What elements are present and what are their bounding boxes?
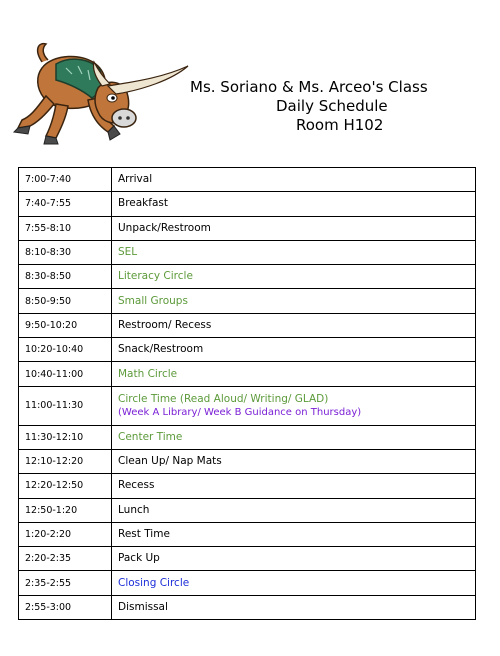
time-cell: 11:00-11:30 xyxy=(19,386,112,425)
activity-cell: Unpack/Restroom xyxy=(112,216,476,240)
time-cell: 11:30-12:10 xyxy=(19,425,112,449)
time-cell: 10:20-10:40 xyxy=(19,338,112,362)
schedule-table xyxy=(18,167,476,620)
time-cell: 7:00-7:40 xyxy=(19,168,112,192)
activity-note: (Week A Library/ Week B Guidance on Thursday) xyxy=(118,406,362,418)
activity-cell: Small Groups xyxy=(112,289,476,313)
activity-cell: Restroom/ Recess xyxy=(112,313,476,337)
time-cell: 7:55-8:10 xyxy=(19,216,112,240)
table-row xyxy=(19,289,476,313)
table-row xyxy=(19,498,476,522)
page-header xyxy=(188,78,488,135)
class-title: Ms. Soriano & Ms. Arceo's Class xyxy=(190,78,428,96)
table-row xyxy=(19,216,476,240)
schedule-title: Daily Schedule xyxy=(276,97,388,115)
table-row xyxy=(19,595,476,619)
time-cell: 12:20-12:50 xyxy=(19,474,112,498)
activity-cell: Breakfast xyxy=(112,192,476,216)
table-row xyxy=(19,240,476,264)
activity-cell: Clean Up/ Nap Mats xyxy=(112,449,476,473)
activity-cell: SEL xyxy=(112,240,476,264)
activity-cell: Arrival xyxy=(112,168,476,192)
time-cell: 2:55-3:00 xyxy=(19,595,112,619)
activity-cell: Lunch xyxy=(112,498,476,522)
time-cell: 12:50-1:20 xyxy=(19,498,112,522)
time-cell: 2:20-2:35 xyxy=(19,547,112,571)
activity-cell: Center Time xyxy=(112,425,476,449)
table-row xyxy=(19,522,476,546)
table-row xyxy=(19,265,476,289)
time-cell: 8:50-9:50 xyxy=(19,289,112,313)
activity-cell: Rest Time xyxy=(112,522,476,546)
time-cell: 7:40-7:55 xyxy=(19,192,112,216)
activity-cell: Snack/Restroom xyxy=(112,338,476,362)
time-cell: 9:50-10:20 xyxy=(19,313,112,337)
activity-cell: Math Circle xyxy=(112,362,476,386)
table-row xyxy=(19,313,476,337)
longhorn-mascot-icon xyxy=(12,40,190,148)
table-row xyxy=(19,449,476,473)
time-cell: 8:10-8:30 xyxy=(19,240,112,264)
table-row xyxy=(19,362,476,386)
table-row xyxy=(19,338,476,362)
activity-cell: Closing Circle xyxy=(112,571,476,595)
table-row xyxy=(19,547,476,571)
room-label: Room H102 xyxy=(296,116,384,134)
table-row xyxy=(19,192,476,216)
activity-cell: Recess xyxy=(112,474,476,498)
activity-cell: Literacy Circle xyxy=(112,265,476,289)
time-cell: 1:20-2:20 xyxy=(19,522,112,546)
table-row xyxy=(19,474,476,498)
activity-cell xyxy=(112,386,476,425)
activity-main: Circle Time (Read Aloud/ Writing/ GLAD) xyxy=(118,392,329,405)
time-cell: 8:30-8:50 xyxy=(19,265,112,289)
activity-cell: Pack Up xyxy=(112,547,476,571)
table-row xyxy=(19,425,476,449)
time-cell: 12:10-12:20 xyxy=(19,449,112,473)
activity-cell: Dismissal xyxy=(112,595,476,619)
table-row xyxy=(19,571,476,595)
time-cell: 10:40-11:00 xyxy=(19,362,112,386)
time-cell: 2:35-2:55 xyxy=(19,571,112,595)
table-row xyxy=(19,386,476,425)
table-row xyxy=(19,168,476,192)
